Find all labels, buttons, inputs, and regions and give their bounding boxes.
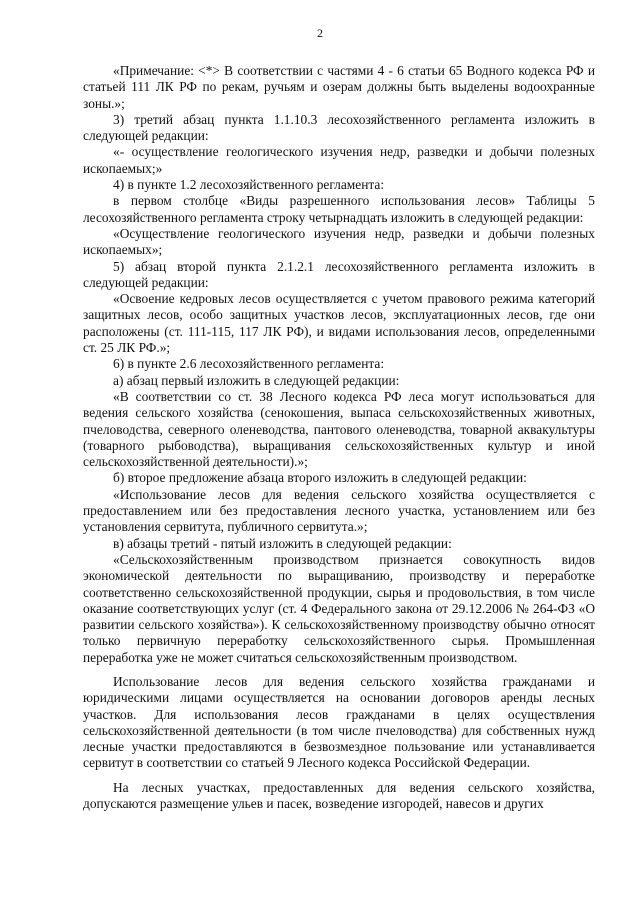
paragraph-quote: «Осуществление геологического изучения недр, разведки и добычи полезных ископаемых»; <box>83 225 595 258</box>
paragraph-item-4: 4) в пункте 1.2 лесохозяйственного регламента: <box>113 177 385 193</box>
paragraph-quote: «В соответствии со ст. 38 Лесного кодекса РФ леса могут использоваться для ведения сельского хозяйства (сенокошения, выпаса сельскохозяйственных животных, пчеловодства, северного оленеводства, пантового оленеводства, товарной аквакультуры (товарного рыбоводства), выращивания сельскохозяйственных культур и иной сельскохозяйственной деятельности).»; <box>83 388 595 470</box>
paragraph-subitem-b: б) второе предложение абзаца второго изложить в следующей редакции: <box>113 470 527 486</box>
paragraph: в первом столбце «Виды разрешенного использования лесов» Таблицы 5 лесохозяйственного регламента строку четырнадцать изложить в следующей редакции: <box>83 193 595 225</box>
paragraph-quote: «Сельскохозяйственным производством признается совокупность видов экономической деятельности по выращиванию, производству и переработке соответственно сельскохозяйственной продукции, сырья и продовольствия, в том числе оказание соответствующих услуг (ст. 4 Федерального закона от 29.12.2006 № 264-ФЗ «О развитии сельского хозяйства»). К сельскохозяйственному производству обычно относят только первичную переработку сельскохозяйственного сырья. Промышленная переработка уже не может считаться сельскохозяйственным производством. <box>83 551 595 665</box>
paragraph-subitem-v: в) абзацы третий - пятый изложить в следующей редакции: <box>113 535 452 551</box>
paragraph-item-6: 6) в пункте 2.6 лесохозяйственного регламента: <box>113 356 385 372</box>
paragraph-item-5: 5) абзац второй пункта 2.1.2.1 лесохозяйственного регламента изложить в следующей редакции: <box>83 258 595 290</box>
paragraph-quote: «- осуществление геологического изучения недр, разведки и добычи полезных ископаемых;» <box>83 144 595 176</box>
document-body <box>83 63 595 812</box>
paragraph-quote: «Использование лесов для ведения сельского хозяйства осуществляется с предоставлением или без предоставления лесного участка, установлением или без установления сервитута, публичного сервитута.»; <box>83 486 595 535</box>
paragraph-note: «Примечание: <*> В соответствии с частями 4 - 6 статьи 65 Водного кодекса РФ и статьей 111 ЛК РФ по рекам, ручьям и озерам должны быть выделены водоохранные зоны.»; <box>83 63 595 111</box>
page-number: 2 <box>317 26 323 40</box>
paragraph: Использование лесов для ведения сельского хозяйства гражданами и юридическими лицами осуществляется на основании договоров аренды лесных участков. Для использования лесов гражданами в целях осуществления сельскохозяйственной деятельности (в том числе пчеловодства) для собственных нужд лесные участки предоставляются в безвозмездное пользование или устанавливается сервитут в соответствии со статьей 9 Лесного кодекса Российской Федерации. <box>83 673 595 771</box>
paragraph-quote: «Освоение кедровых лесов осуществляется с учетом правового режима категорий защитных лесов, особо защитных участков лесов, эксплуатационных лесов, где они расположены (ст. 111-115, 117 ЛК РФ), и видами использования лесов, определенными ст. 25 ЛК РФ.»; <box>83 291 595 356</box>
paragraph-subitem-a: а) абзац первый изложить в следующей редакции: <box>113 372 400 388</box>
paragraph: На лесных участках, предоставленных для ведения сельского хозяйства, допускаются размещение ульев и пасек, возведение изгородей, навесов и других <box>83 779 595 812</box>
paragraph-item-3: 3) третий абзац пункта 1.1.10.3 лесохозяйственного регламента изложить в следующей редакции: <box>83 111 595 144</box>
